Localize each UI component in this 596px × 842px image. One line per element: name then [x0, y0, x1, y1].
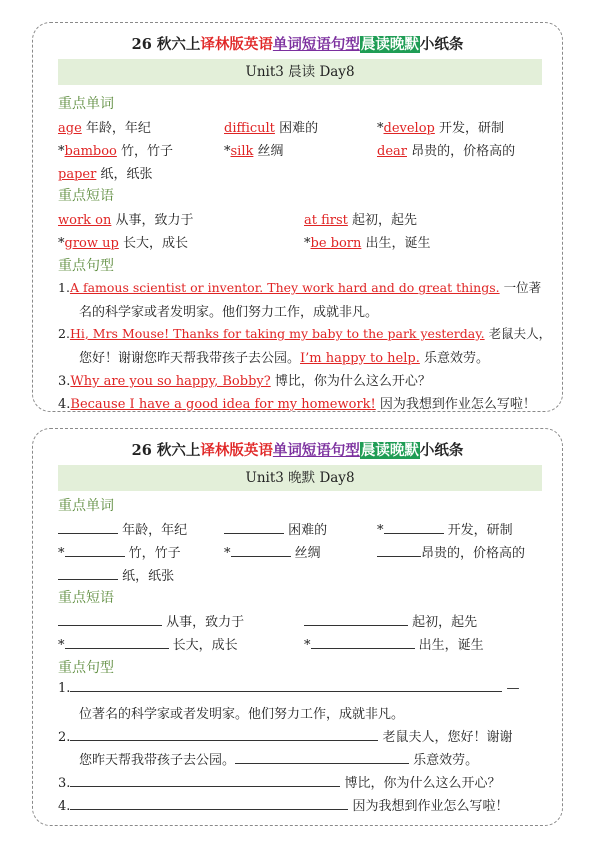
evening-dictation-card	[32, 428, 563, 826]
answer-blank[interactable]	[377, 545, 421, 557]
phrases-heading: 重点短语	[58, 188, 114, 204]
phrase-item: at first 起初，起先	[304, 213, 418, 228]
answer-blank[interactable]	[231, 545, 291, 557]
phrases-heading: 重点短语	[58, 590, 114, 606]
phrase-blank-item: 从事，致力于	[58, 611, 244, 630]
sentence-1-cont: 名的科学家或者发明家。他们努力工作，成就非凡。	[79, 305, 379, 320]
sentence-1: 1.A famous scientist or inventor. They work hard and do great things. 一位著	[58, 280, 542, 295]
word-item: dear 昂贵的，价格高的	[377, 144, 516, 159]
title-green: 晨读晚默	[360, 36, 419, 53]
sentences-heading: 重点句型	[58, 660, 114, 676]
answer-blank[interactable]	[304, 614, 408, 626]
word-item: difficult 困难的	[224, 121, 319, 136]
answer-blank[interactable]	[235, 752, 409, 764]
phrase-item: *be born 出生，诞生	[304, 236, 431, 251]
title-purple: 单词短语句型	[272, 442, 360, 459]
answer-blank[interactable]	[224, 522, 284, 534]
word-blank-item: 困难的	[224, 519, 327, 538]
morning-reading-card	[32, 22, 563, 412]
word-item: *silk 丝绸	[224, 144, 284, 159]
title-suffix: 小纸条	[419, 442, 464, 459]
word-blank-item: * 丝绸	[224, 546, 321, 561]
sentence-2-cont: 您好！谢谢您昨天帮我带孩子去公园。I’m happy to help. 乐意效劳。	[79, 351, 490, 366]
answer-blank[interactable]	[384, 522, 444, 534]
answer-blank[interactable]	[70, 729, 378, 741]
sentence-blank-3: 3. 博比，你为什么这么开心？	[58, 776, 501, 791]
answer-blank[interactable]	[58, 568, 118, 580]
sentence-blank-2-cont: 您昨天帮我带孩子去公园。 乐意效劳。	[79, 753, 479, 768]
words-heading: 重点单词	[58, 498, 114, 514]
word-blank-item: 昂贵的，价格高的	[377, 542, 525, 561]
sentences-heading: 重点句型	[58, 258, 114, 274]
sentence-blank-1-cont: 位著名的科学家或者发明家。他们努力工作，成就非凡。	[79, 707, 405, 722]
title-red: 译林版英语	[200, 442, 273, 459]
answer-blank[interactable]	[70, 798, 348, 810]
answer-blank[interactable]	[58, 614, 162, 626]
word-blank-item: * 开发，研制	[377, 523, 513, 538]
word-item: *develop 开发，研制	[377, 121, 505, 136]
title-prefix: 26 秋六上	[131, 442, 201, 459]
card-title	[33, 439, 562, 460]
word-item: *bamboo 竹，竹子	[58, 144, 174, 159]
answer-blank[interactable]	[70, 775, 340, 787]
word-blank-item: 纸，纸张	[58, 565, 174, 584]
word-blank-item: * 竹，竹子	[58, 546, 181, 561]
sentence-2: 2.Hi, Mrs Mouse! Thanks for taking my baby to the park yesterday. 老鼠夫人，	[58, 326, 552, 341]
phrase-blank-item: * 出生，诞生	[304, 638, 484, 653]
sentence-blank-4: 4. 因为我想到作业怎么写啦！	[58, 799, 509, 814]
answer-blank[interactable]	[58, 522, 118, 534]
title-red: 译林版英语	[200, 36, 273, 53]
answer-blank[interactable]	[65, 545, 125, 557]
phrase-item: *grow up 长大，成长	[58, 236, 188, 251]
unit-band: Unit3 晨读 Day8	[58, 59, 542, 85]
phrase-blank-item: 起初，起先	[304, 611, 477, 630]
title-suffix: 小纸条	[419, 36, 464, 53]
title-prefix: 26 秋六上	[131, 36, 201, 53]
answer-blank[interactable]	[311, 637, 415, 649]
sentence-4: 4.Because I have a good idea for my homework! 因为我想到作业怎么写啦！	[58, 397, 536, 412]
answer-blank[interactable]	[65, 637, 169, 649]
words-heading: 重点单词	[58, 96, 114, 112]
word-blank-item: 年龄，年纪	[58, 519, 187, 538]
answer-blank[interactable]	[70, 680, 502, 692]
title-purple: 单词短语句型	[272, 36, 360, 53]
sentence-blank-1: 1. —	[58, 681, 520, 696]
word-item: age 年龄，年纪	[58, 121, 151, 136]
phrase-blank-item: * 长大，成长	[58, 638, 238, 653]
card-title	[33, 33, 562, 54]
unit-band: Unit3 晚默 Day8	[58, 465, 542, 491]
sentence-blank-2: 2. 老鼠夫人，您好！谢谢	[58, 730, 513, 745]
sentence-3: 3.Why are you so happy, Bobby? 博比，你为什么这么开心？	[58, 374, 431, 389]
word-item: paper 纸，纸张	[58, 167, 153, 182]
phrase-item: work on 从事，致力于	[58, 213, 194, 228]
title-green: 晨读晚默	[360, 442, 419, 459]
